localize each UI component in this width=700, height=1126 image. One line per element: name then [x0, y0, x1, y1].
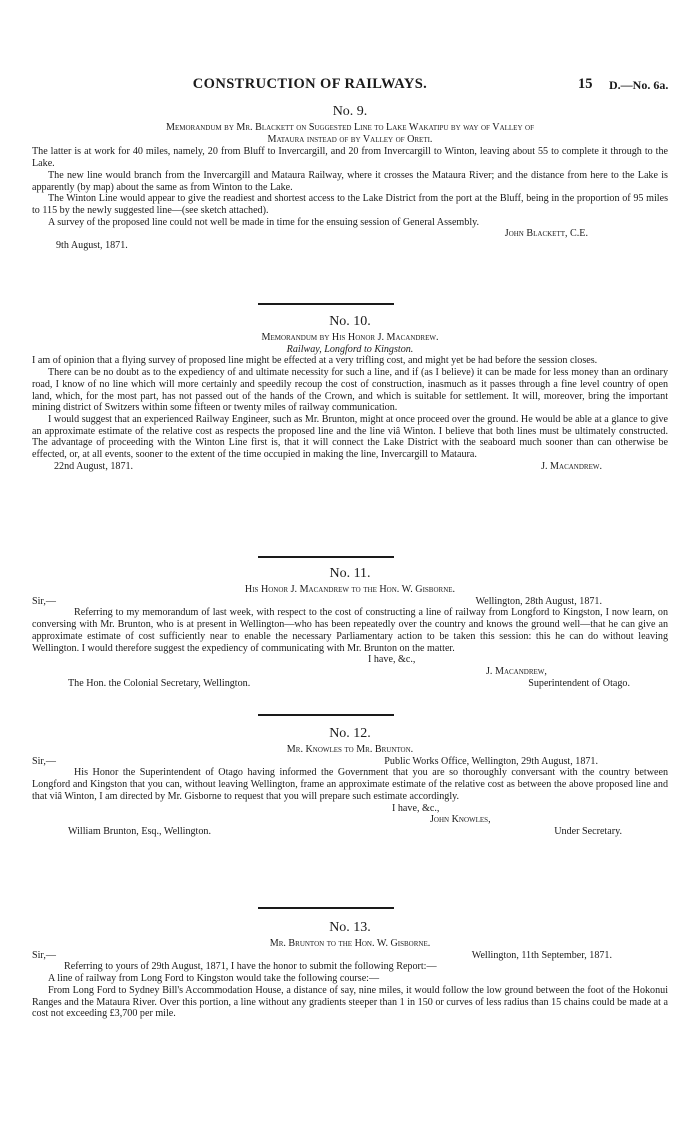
paragraph: A survey of the proposed line could not well be made in time for the ensuing session of General Assembly.: [48, 216, 480, 228]
page-number: 15: [578, 76, 593, 92]
divider-rule: [258, 714, 394, 716]
page-header-title: CONSTRUCTION OF RAILWAYS.: [192, 76, 428, 92]
paragraph: The new line would branch from the Invercargill and Mataura Railway, where it crosses the Mataura River; and the distance from here to the Lake is apparently (by map) about the same as from Winton to the Lake.: [32, 169, 668, 193]
signature: John Blackett, C.E.: [504, 228, 588, 240]
signer: John Knowles,: [430, 814, 491, 826]
salutation-row: [32, 950, 668, 962]
salutation-row: [32, 596, 668, 608]
addressee-row: [32, 678, 668, 690]
section-title: Mr. Brunton to the Hon. W. Gisborne.: [269, 938, 431, 949]
paragraph: From Long Ford to Sydney Bill's Accommodation House, a distance of say, nine miles, it would follow the low ground between the foot of the Hokonui Ranges and the Mataura River. Over this portion, a line without any gradients steeper than 1 in 150 or curves of less radius than 15 chains could be made at a cost not exceeding £3,700 per mile.: [32, 984, 668, 1020]
salutation: Sir,—: [32, 595, 56, 607]
paragraph: I am of opinion that a flying survey of proposed line might be effected at a very trifling cost, and might yet be had before the session closes.: [32, 355, 598, 367]
section-number: No. 11.: [329, 566, 371, 581]
place-date: Wellington, 11th September, 1871.: [471, 949, 612, 961]
section-no-12: [32, 726, 668, 838]
paragraph: There can be no doubt as to the expediency of and ultimate necessity for such a line, and if (as I believe) it can be made for less money than an ordinary road, I know of no line which will more certainly and speedily recoup the cost of construction, inasmuch as it passes through a fine level country of open land, which, for the most part, has not passed out of the hands of the Crown, and which is suitable for settlement. It will, moreover, bring the important mining district of Switzers within some fifteen or twenty miles of railway communication.: [32, 367, 668, 414]
paragraph: Referring to yours of 29th August, 1871, I have the honor to submit the following Report:—: [64, 961, 437, 973]
section-subtitle: Railway, Longford to Kingston.: [286, 343, 414, 355]
signature: J. Macandrew.: [541, 460, 602, 472]
document-reference: D.—No. 6a.: [609, 78, 669, 92]
addressee: The Hon. the Colonial Secretary, Wellington.: [68, 677, 251, 689]
paragraph: His Honor the Superintendent of Otago having informed the Government that you are so thoroughly conversant with the country between Longford and Kingston that you can, without leaving Wellington, frame an approximate estimate of the relative cost as between the above proposed line and that viâ Winton, I am directed by Mr. Gisborne to request that you will prepare such estimate accordingly.: [32, 767, 668, 802]
date: 9th August, 1871.: [56, 240, 128, 252]
section-number: No. 12.: [329, 726, 371, 741]
salutation: Sir,—: [32, 755, 56, 767]
closing: I have, &c.,: [368, 654, 416, 666]
section-title: His Honor J. Macandrew to the Hon. W. Gisborne.: [244, 584, 456, 595]
date-signature-row: [32, 461, 668, 473]
closing: I have, &c.,: [392, 802, 440, 814]
section-title-line: Memorandum by Mr. Blackett on Suggested Line to Lake Wakatipu by way of Valley of: [166, 122, 534, 133]
addressee: William Brunton, Esq., Wellington.: [68, 825, 211, 837]
section-no-11: [32, 566, 668, 689]
section-number: No. 10.: [329, 314, 371, 329]
divider-rule: [258, 907, 394, 909]
section-number: No. 13.: [329, 920, 371, 935]
paragraph: The latter is at work for 40 miles, namely, 20 from Bluff to Invercargill, and 20 from Invercargill to Winton, leaving about 55 to complete it through to the Lake.: [32, 146, 668, 170]
salutation-row: [32, 756, 668, 768]
paragraph: The Winton Line would appear to give the readiest and shortest access to the Lake District from the port at the Bluff, being in the proportion of 95 miles to 115 by the newly suggested line—(see sketch attached).: [32, 193, 668, 216]
section-title-line: Mataura instead of by Valley of Oreti.: [267, 133, 433, 145]
salutation: Sir,—: [32, 949, 56, 961]
section-no-9: [32, 104, 668, 252]
signer: J. Macandrew,: [486, 665, 547, 677]
divider-rule: [258, 303, 394, 305]
section-title: Mr. Knowles to Mr. Brunton.: [286, 744, 414, 755]
divider-rule: [258, 556, 394, 558]
paragraph: Referring to my memorandum of last week, with respect to the cost of constructing a line of railway from Longford to Kingston, I now learn, on conversing with Mr. Brunton, who is at present in Wellington—who has been repeatedly over the country and knows the ground well—that he can give an approximate estimate of cost sufficiently near to enable the necessary Parliamentary action to be taken this session: this he can do without leaving Wellington. I would therefore suggest the expediency of communicating with Mr. Brunton on the matter.: [32, 607, 668, 654]
section-no-13: [32, 920, 668, 1020]
place-date: Wellington, 28th August, 1871.: [475, 595, 602, 607]
paragraph: I would suggest that an experienced Railway Engineer, such as Mr. Brunton, might at once proceed over the ground. He would be able at a glance to give an approximate estimate of the relative cost as respects the proposed line and the line viâ Winton. I believe that both lines must be ultimately constructed. The advantage of proceeding with the Winton Line first is, that it will connect the Lake District with the seaboard much sooner than can otherwise be effected, or, at all events, sooner to the extent of the time occupied in making the line, Invercargill to Mataura.: [32, 413, 668, 461]
section-number: No. 9.: [332, 104, 368, 119]
place-date: Public Works Office, Wellington, 29th August, 1871.: [384, 755, 598, 767]
signer-title: Superintendent of Otago.: [528, 677, 630, 689]
paragraph: A line of railway from Long Ford to Kingston would take the following course:—: [48, 973, 380, 985]
section-no-10: [32, 314, 668, 472]
addressee-row: [32, 826, 668, 838]
date: 22nd August, 1871.: [54, 460, 134, 472]
signer-title: Under Secretary.: [554, 825, 622, 837]
section-title: Memorandum by His Honor J. Macandrew.: [261, 332, 439, 343]
